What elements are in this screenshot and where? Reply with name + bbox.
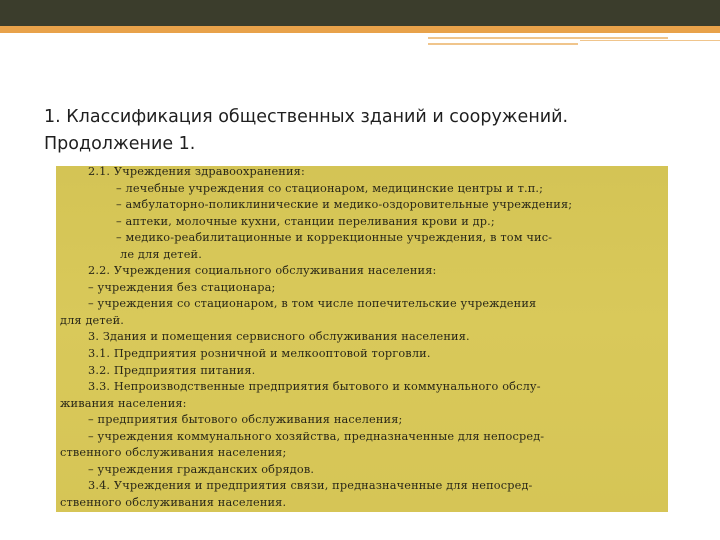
document-line: – учреждения без стационара; <box>88 280 276 294</box>
document-line: живания населения: <box>60 396 187 410</box>
slide-title <box>44 104 684 158</box>
document-line: – медико-реабилитационные и коррекционные учреждения, в том чис- <box>116 231 553 245</box>
document-line: ле для детей. <box>120 247 202 261</box>
slide-title-line-2: Продолжение 1. <box>44 134 196 154</box>
accent-strip <box>0 26 720 33</box>
document-line: ственного обслуживания населения; <box>60 446 287 460</box>
document-line: 3.1. Предприятия розничной и мелкооптовой торговли. <box>88 347 431 361</box>
document-line: – учреждения со стационаром, в том числе попечительские учреждения <box>88 297 537 311</box>
accent-line <box>428 43 578 45</box>
document-line: ственного обслуживания населения. <box>60 495 287 509</box>
header-bar <box>0 0 720 26</box>
document-line: – амбулаторно-поликлинические и медико-оздоровительные учреждения; <box>116 198 573 212</box>
document-text <box>60 166 664 511</box>
document-line: 3.2. Предприятия питания. <box>88 363 256 377</box>
document-line: 3. Здания и помещения сервисного обслуживания населения. <box>88 330 470 344</box>
document-line: 3.3. Непроизводственные предприятия бытового и коммунального обслу- <box>88 380 541 394</box>
accent-line <box>580 40 720 41</box>
scanned-document <box>56 166 668 512</box>
document-line: – учреждения гражданских обрядов. <box>88 462 315 476</box>
document-line: 3.4. Учреждения и предприятия связи, предназначенные для непосред- <box>88 479 533 493</box>
accent-line <box>428 37 668 39</box>
document-line: – аптеки, молочные кухни, станции переливания крови и др.; <box>116 214 495 228</box>
document-line: – лечебные учреждения со стационаром, медицинские центры и т.п.; <box>116 181 544 195</box>
document-line: для детей. <box>60 313 125 327</box>
document-line: 2.1. Учреждения здравоохранения: <box>88 166 305 178</box>
document-line: 2.2. Учреждения социального обслуживания населения: <box>88 264 437 278</box>
document-line: – учреждения коммунального хозяйства, предназначенные для непосред- <box>88 429 545 443</box>
document-line: – предприятия бытового обслуживания населения; <box>88 413 403 427</box>
slide-title-line-1: 1. Классификация общественных зданий и сооружений. <box>44 107 569 127</box>
